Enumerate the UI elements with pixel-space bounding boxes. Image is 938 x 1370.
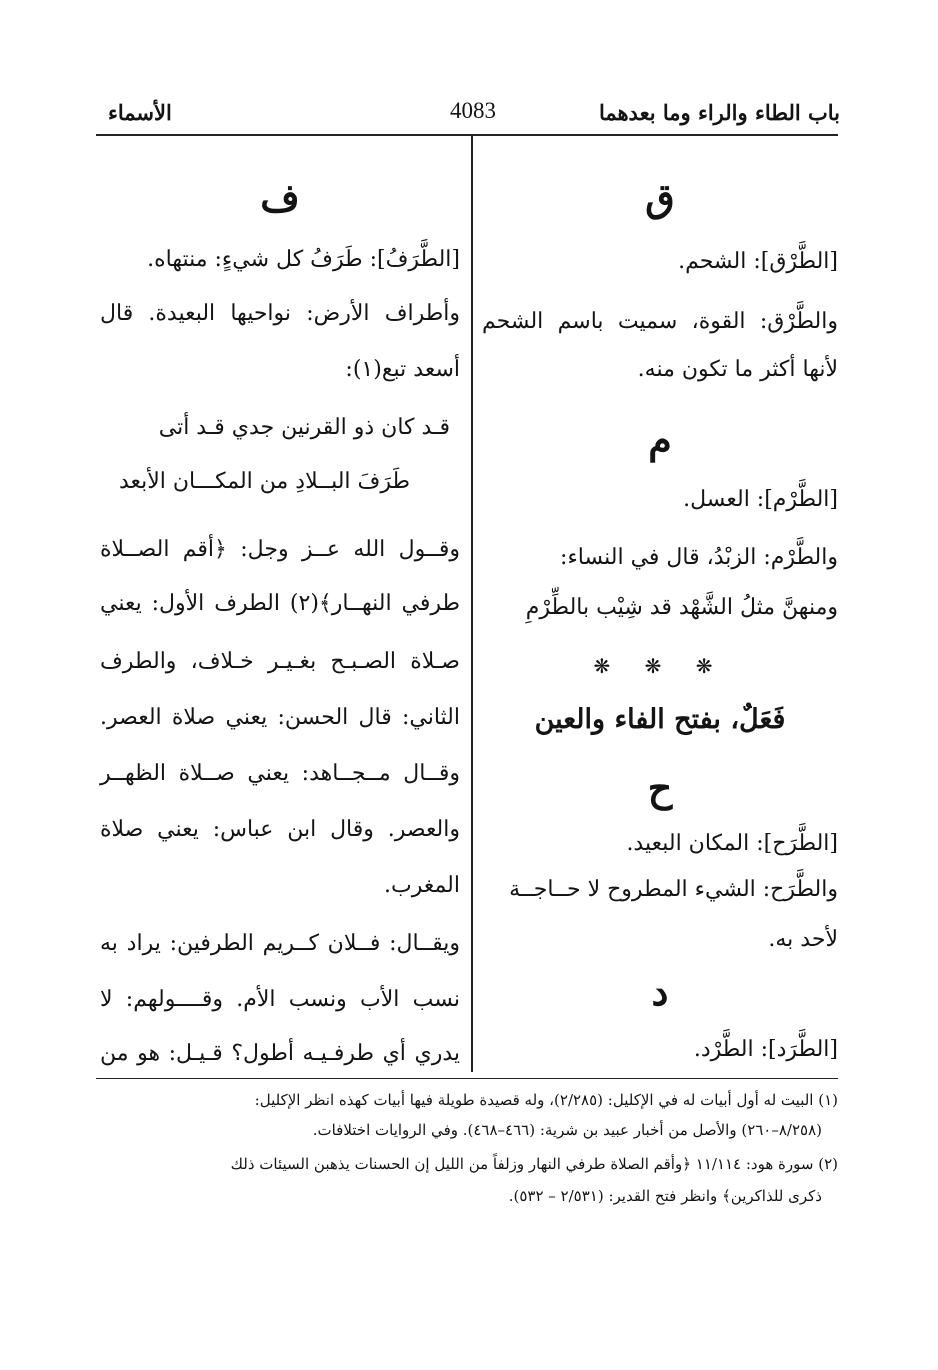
footnote-rule [96, 1078, 838, 1079]
entry-line: يدري أي طرفـيـه أطول؟ قـيـل: هو من [100, 1041, 460, 1066]
entry-line: [الطَّرَد]: الطَّرْد. [693, 1037, 838, 1062]
letter-heading-qaf: ق [645, 175, 675, 220]
page-number: 4083 [450, 98, 496, 123]
verse-line: ومنهنَّ مثلُ الشَّهْد قد شِيْب بالطِّرْمِ [525, 595, 838, 620]
header-rule [96, 134, 838, 136]
letter-heading-mim: م [648, 417, 672, 462]
chapter-title: باب الطاء والراء وما بعدهما [598, 100, 840, 125]
letter-heading-ha: ح [647, 765, 673, 810]
entry-line: لأحد به. [768, 927, 838, 952]
entry-line: والطَّرَح: الشيء المطروح لا حــاجــة [509, 877, 838, 902]
verse-line: طَرَفَ البــلادِ من المكـــان الأبعد [118, 469, 410, 494]
section-name: الأسماء [108, 100, 172, 125]
entry-line: [الطَّرَح]: المكان البعيد. [626, 831, 838, 856]
entry-line: نسب الأب ونسب الأم. وقــــولهم: لا [100, 987, 460, 1012]
entry-line: والطَّرْم: الزبْدُ، قال في النساء: [560, 545, 838, 570]
entry-line: لأنها أكثر ما تكون منه. [637, 357, 838, 382]
entry-line: [الطَّرَفُ]: طَرَفُ كل شيءٍ: منتهاه. [147, 247, 460, 272]
letter-heading-fa: ف [260, 175, 300, 220]
entry-line: وقــول الله عــز وجل: ﴿أقم الصــلاة [100, 537, 460, 562]
entry-line: والعصر. وقال ابن عباس: يعني صلاة [100, 817, 460, 842]
letter-heading-dal: د [651, 969, 669, 1014]
column-divider [471, 135, 473, 1072]
entry-line: المغرب. [384, 873, 460, 898]
entry-line: وأطراف الأرض: نواحيها البعيدة. قال [100, 301, 460, 326]
separator-stars: ❋ ❋ ❋ [593, 654, 727, 678]
running-header [100, 96, 840, 132]
entry-line: وقــال مــجــاهد: يعني صــلاة الظهــر [100, 761, 460, 786]
entry-line: صـلاة الصـبـح بغـيـر خـلاف، والطرف [100, 649, 460, 674]
entry-line: والطَّرْق: القوة، سميت باسم الشحم [482, 309, 838, 334]
entry-line: [الطَّرْم]: العسل. [683, 487, 838, 512]
entry-line: طرفي النهــار﴾(٢) الطرف الأول: يعني [100, 591, 460, 616]
footnote-line: (٢) سورة هود: ١١/١١٤ ﴿وأقم الصلاة طرفي النهار وزلفاً من الليل إن الحسنات يذهبن السيئات ذلك [230, 1155, 838, 1173]
verse-line: قـد كان ذو القرنين جدي قـد أتى [158, 415, 450, 440]
entry-line: أسعد تبع(١): [345, 357, 460, 382]
entry-line: [الطَّرْق]: الشحم. [678, 249, 838, 274]
footnote-line: (٨/٢٥٨–٢٦٠) والأصل من أخبار عبيد بن شرية: (٤٦٦–٤٦٨). وفي الروايات اختلافات. [312, 1121, 822, 1139]
footnote-line: ذكرى للذاكرين﴾ وانظر فتح القدير: (٢/٥٣١ – ٥٣٢). [508, 1187, 822, 1205]
section-heading: فَعَلٌ، بفتح الفاء والعين [534, 704, 786, 735]
footnote-line: (١) البيت له أول أبيات له في الإكليل: (٢/٢٨٥)، وله قصيدة طويلة فيها أبيات كهذه انظر الإكليل: [254, 1091, 838, 1109]
entry-line: ويقــال: فــلان كــريم الطرفين: يراد به [100, 931, 460, 956]
entry-line: الثاني: قال الحسن: يعني صلاة العصر. [100, 705, 460, 730]
